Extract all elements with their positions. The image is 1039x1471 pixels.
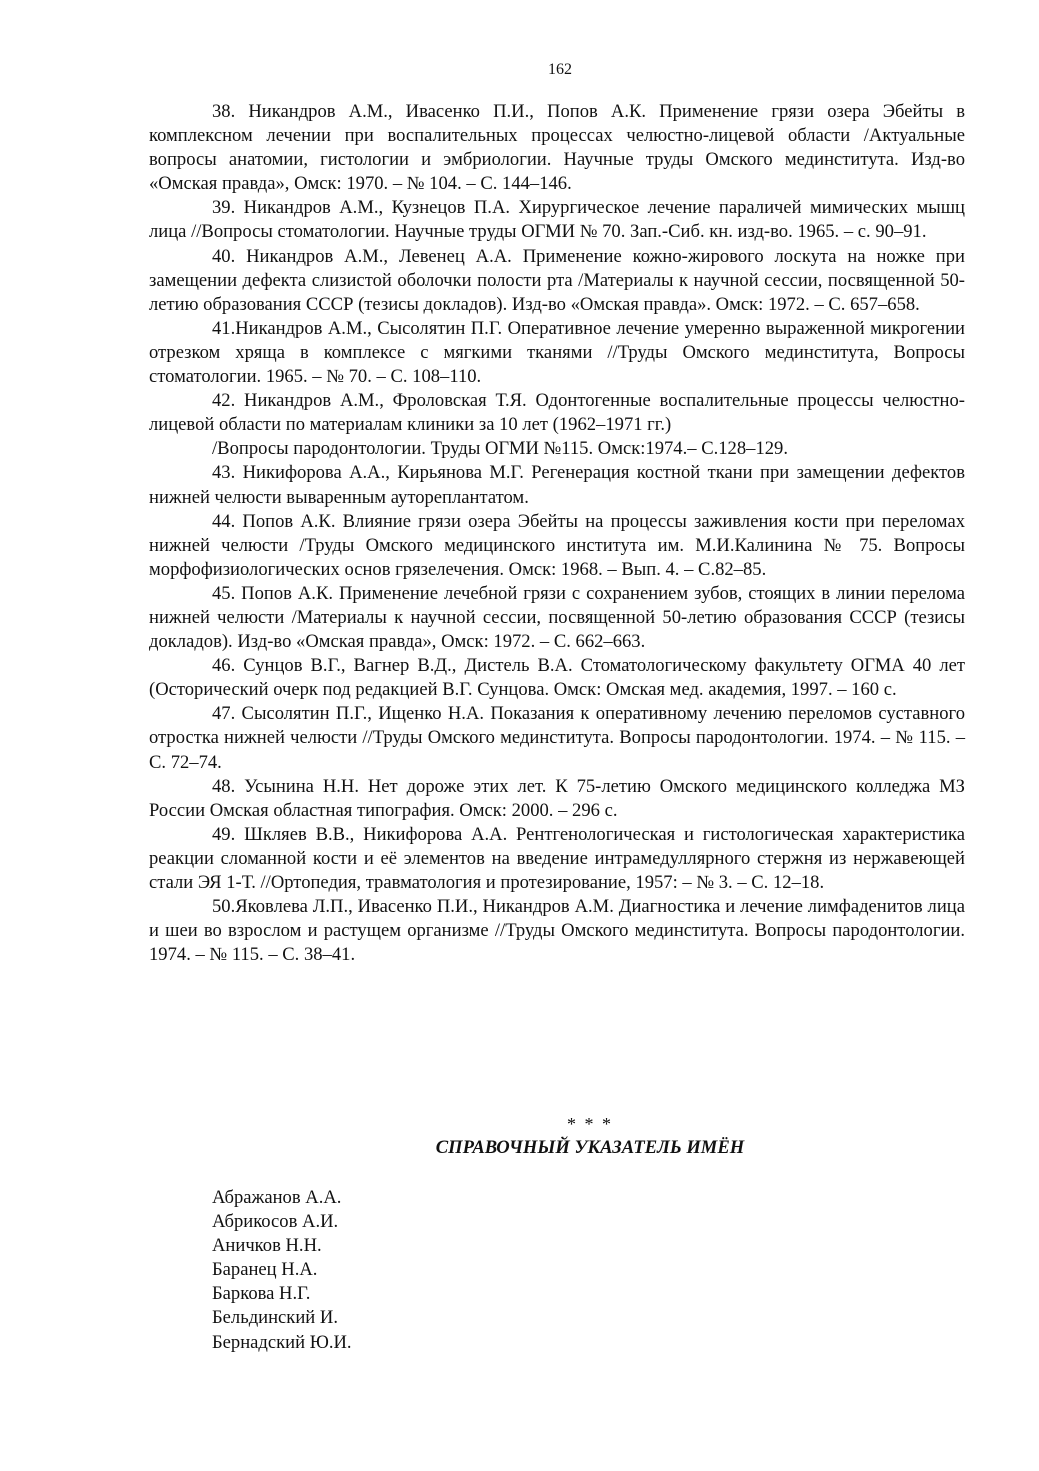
- reference-item: 42. Никандров А.М., Фроловская Т.Я. Одонтогенные воспалительные процессы челюстно-лицевой области по материалам клиники за 10 лет (1962–1971 гг.): [149, 390, 965, 436]
- reference-item: 39. Никандров А.М., Кузнецов П.А. Хирургическое лечение параличей мимических мышц лица //Вопросы стоматологии. Научные труды ОГМИ № 70. Зап.-Сиб. кн. изд-во. 1965. – с. 90–91.: [149, 197, 965, 243]
- reference-item: 46. Сунцов В.Г., Вагнер В.Д., Дистель В.А. Стоматологическому факультету ОГМА 40 лет (Осторический очерк под редакцией В.Г. Сунцова. Омск: Омская мед. академия, 1997. – 160 с.: [149, 655, 965, 701]
- reference-item-continuation: /Вопросы пародонтологии. Труды ОГМИ №115. Омск:1974.– С.128–129.: [212, 438, 788, 460]
- name-index-list: [212, 1186, 352, 1355]
- name-index-item: Абрикосов А.И.: [212, 1211, 339, 1233]
- name-index-item: Аничков Н.Н.: [212, 1235, 322, 1257]
- reference-item: 48. Усынина Н.Н. Нет дороже этих лет. К 75-летию Омского медицинского колледжа МЗ России Омская областная типография. Омск: 2000. – 296 с.: [149, 775, 965, 821]
- reference-item: 45. Попов А.К. Применение лечебной грязи с сохранением зубов, стоящих в линии перелома нижней челюсти /Материалы к научной сессии, посвященной 50-летию образования СССР (тезисы докладов). Изд-во «Омская правда», Омск: 1972. – С. 662–663.: [149, 582, 965, 653]
- reference-item: 50.Яковлева Л.П., Ивасенко П.И., Никандров А.М. Диагностика и лечение лимфаденитов лица и шеи во взрослом и растущем организме //Труды Омского мединститута. Вопросы пародонтологии. 1974. – № 115. – С. 38–41.: [149, 896, 965, 966]
- name-index-item: Баранец Н.А.: [212, 1259, 318, 1281]
- reference-item: 44. Попов А.К. Влияние грязи озера Эбейты на процессы заживления кости при переломах нижней челюсти /Труды Омского медицинского института им. М.И.Калинина № 75. Вопросы морфофизиологических основ грязелечения. Омск: 1968. – Вып. 4. – С.82–85.: [149, 510, 965, 580]
- section-title: СПРАВОЧНЫЙ УКАЗАТЕЛЬ ИМЁН: [435, 1137, 745, 1158]
- page-number: 162: [548, 61, 572, 78]
- reference-item: 47. Сысолятин П.Г., Ищенко Н.А. Показания к оперативному лечению переломов суставного отростка нижней челюсти //Труды Омского мединститута. Вопросы пародонтологии. 1974. – № 115. – С. 72–74.: [149, 703, 965, 773]
- section-separator: * * *: [567, 1114, 613, 1134]
- reference-item: 41.Никандров А.М., Сысолятин П.Г. Оперативное лечение умеренно выраженной микрогении отрезком хряща в комплексе с мягкими тканями //Труды Омского мединститута, Вопросы стоматологии. 1965. – № 70. – С. 108–110.: [149, 317, 965, 388]
- name-index-item: Бернадский Ю.И.: [212, 1331, 352, 1353]
- name-index-item: Бельдинский И.: [212, 1307, 338, 1329]
- reference-list: [149, 100, 965, 967]
- reference-item: 49. Шкляев В.В., Никифорова А.А. Рентгенологическая и гистологическая характеристика реакции сломанной кости и её элементов на введение интрамедуллярного стержня из нержавеющей стали ЭЯ 1-Т. //Ортопедия, травматология и протезирование, 1957: – № 3. – С. 12–18.: [149, 823, 965, 893]
- reference-item: 40. Никандров А.М., Левенец А.А. Применение кожно-жирового лоскута на ножке при замещении дефекта слизистой оболочки полости рта /Материалы к научной сессии, посвященной 50-летию образования СССР (тезисы докладов). Изд-во «Омская правда». Омск: 1972. – С. 657–658.: [149, 245, 965, 315]
- reference-item: 38. Никандров А.М., Ивасенко П.И., Попов А.К. Применение грязи озера Эбейты в комплексном лечении при воспалительных процессах челюстно-лицевой области /Актуальные вопросы анатомии, гистологии и эмбриологии. Научные труды Омского мединститута. Изд-во «Омская правда», Омск: 1970. – № 104. – С. 144–146.: [149, 101, 965, 195]
- name-index-item: Баркова Н.Г.: [212, 1283, 311, 1305]
- name-index-item: Абражанов А.А.: [212, 1187, 342, 1208]
- reference-item: 43. Никифорова А.А., Кирьянова М.Г. Регенерация костной ткани при замещении дефектов нижней челюсти вываренным аутореплантатом.: [149, 462, 965, 508]
